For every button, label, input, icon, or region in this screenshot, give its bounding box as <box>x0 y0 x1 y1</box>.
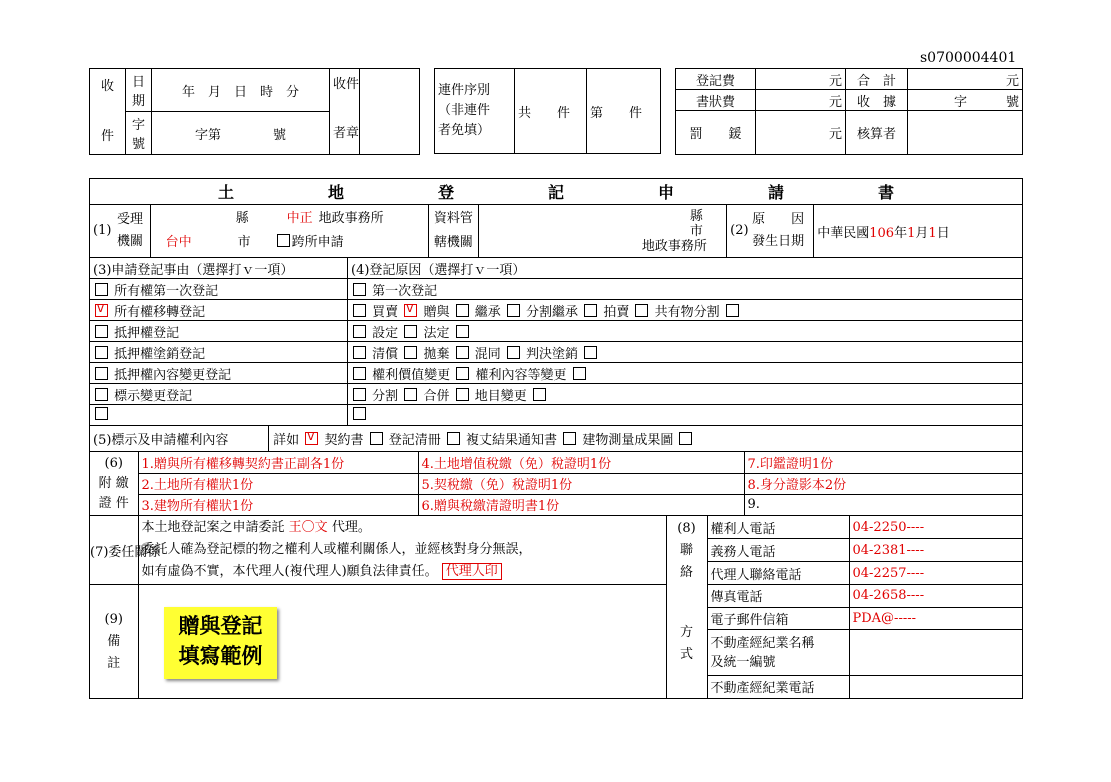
attachments-label: (6) 附 繳 證 件 <box>90 452 138 515</box>
reason-row[interactable]: 買賣 v 贈與 繼承 分割繼承 拍賣 共有物分割 <box>348 300 1023 321</box>
num-fields[interactable]: 字第 號 <box>152 112 330 155</box>
contact-field-label: 代理人聯絡電話 <box>707 562 849 585</box>
receiver-stamp-field[interactable] <box>360 69 420 155</box>
fine-label: 罰 鍰 <box>676 111 756 155</box>
attachment-item[interactable]: 9. <box>744 494 1023 515</box>
linked-label: 連件序別 （非連件 者免填） <box>435 69 515 154</box>
deed-fee-label: 書狀費 <box>676 90 756 111</box>
checker-value[interactable] <box>908 111 1023 155</box>
item-row[interactable]: 抵押權登記 <box>90 321 348 342</box>
item-row[interactable]: 抵押權塗銷登記 <box>90 342 348 363</box>
date-label-cell: 日 期 <box>126 69 152 112</box>
reason-row[interactable]: 權利價值變更 權利內容等變更 <box>348 363 1023 384</box>
attachments-row <box>90 452 1023 516</box>
data-office-label: 資料管 轄機關 <box>428 205 478 257</box>
item-row[interactable]: v 所有權移轉登記 <box>90 300 348 321</box>
reason-checkbox[interactable] <box>353 283 366 296</box>
reason-row[interactable]: 第一次登記 <box>348 279 1023 300</box>
remarks-label: (9) 備 註 <box>90 585 138 698</box>
contact-field-value[interactable]: PDA@----- <box>849 607 1023 630</box>
contact-field-value[interactable] <box>849 630 1023 675</box>
form-title: 土 地 登 記 申 請 書 <box>90 179 1023 205</box>
received-label-cell: 收 件 <box>90 69 126 155</box>
reason-checkbox-checked[interactable] <box>404 304 417 317</box>
contact-field-value[interactable]: 04-2250---- <box>849 516 1023 539</box>
receiver-label: 收件 者章 <box>330 69 360 155</box>
contact-field-value[interactable]: 04-2381---- <box>849 539 1023 562</box>
cause-date-label: (2) 原 因 發生日期 <box>727 205 814 257</box>
total-label: 合 計 <box>846 69 908 90</box>
item-row[interactable]: 抵押權內容變更登記 <box>90 363 348 384</box>
attachment-item[interactable]: 8.身分證影本2份 <box>744 473 1023 494</box>
cause-date-value[interactable]: 中華民國106年1月1日 <box>817 225 950 241</box>
attachment-item[interactable]: 7.印鑑證明1份 <box>744 452 1023 473</box>
item-row[interactable]: 所有權第一次登記 <box>90 279 348 300</box>
fees-table <box>675 68 1023 155</box>
attachment-item[interactable]: 5.契稅繳（免）稅證明1份 <box>418 473 744 494</box>
reason-row[interactable]: 設定 法定 <box>348 321 1023 342</box>
linked-total[interactable]: 共 件 <box>515 69 587 154</box>
contact-label: (8) 聯 絡 方 式 <box>666 516 707 698</box>
contact-field-label: 傳真電話 <box>707 585 849 608</box>
delegation-label: (7)委任關係 <box>90 516 138 585</box>
contact-field-value[interactable]: 04-2658---- <box>849 585 1023 608</box>
contact-field-value[interactable]: 04-2257---- <box>849 562 1023 585</box>
contact-field-label: 不動產經紀業名稱 及統一編號 <box>707 630 849 675</box>
checker-label: 核算者 <box>846 111 908 155</box>
num-label-cell: 字 號 <box>126 112 152 155</box>
reason-row[interactable]: 分割 合併 地目變更 <box>348 384 1023 405</box>
total-value[interactable]: 元 <box>908 69 1023 90</box>
linked-table <box>434 68 661 154</box>
attachments-table <box>90 452 1023 515</box>
office-fields[interactable]: 縣 中正 地政事務所 台中 市 跨所申請 <box>150 205 428 257</box>
item-checkbox[interactable] <box>95 283 108 296</box>
item-row[interactable]: 標示變更登記 <box>90 384 348 405</box>
contact-field-label: 電子郵件信箱 <box>707 607 849 630</box>
cross-office-checkbox[interactable] <box>277 234 290 247</box>
deed-fee-value[interactable]: 元 <box>756 90 846 111</box>
attachment-item[interactable]: 3.建物所有權狀1份 <box>138 494 418 515</box>
item-checkbox-checked[interactable] <box>95 304 108 317</box>
item-row[interactable] <box>90 405 348 426</box>
contact-field-value[interactable] <box>849 675 1023 698</box>
attachment-item[interactable]: 2.土地所有權狀1份 <box>138 473 418 494</box>
date-fields[interactable]: 年 月 日 時 分 <box>152 69 330 112</box>
contact-field-label: 不動產經紀業電話 <box>707 675 849 698</box>
office-row <box>90 205 1023 258</box>
reason-row[interactable]: 清償 拋棄 混同 判決塗銷 <box>348 342 1023 363</box>
form-code: s0700004401 <box>920 50 1017 66</box>
reg-fee-value[interactable]: 元 <box>756 69 846 90</box>
building-survey-checkbox[interactable] <box>563 432 576 445</box>
receipt-table <box>89 68 420 155</box>
attachment-item[interactable]: 6.贈與稅繳清證明書1份 <box>418 494 744 515</box>
fine-value[interactable]: 元 <box>756 111 846 155</box>
register-list-checkbox[interactable] <box>370 432 383 445</box>
sticky-note: 贈與登記 填寫範例 <box>164 607 277 679</box>
contract-checkbox[interactable] <box>305 432 318 445</box>
contact-field-label: 義務人電話 <box>707 539 849 562</box>
data-office-fields[interactable]: 縣 市 地政事務所 <box>478 205 726 257</box>
survey-notice-checkbox[interactable] <box>447 432 460 445</box>
agent-stamp: 代理人印 <box>442 563 502 580</box>
delegation-text: 本土地登記案之申請委託 王〇文 代理。 委託人確為登記標的物之權利人或權利關係人，並經核對身分無誤， 如有虛偽不實，本代理人(複代理人)願負法律責任。 代理人印 <box>138 516 666 585</box>
linked-nth[interactable]: 第 件 <box>587 69 661 154</box>
office-inner <box>90 205 1022 257</box>
attachment-item[interactable]: 1.贈與所有權移轉契約書正副各1份 <box>138 452 418 473</box>
attachment-item[interactable]: 4.土地增值稅繳（免）稅證明1份 <box>418 452 744 473</box>
reasons-header: (4)登記原因（選擇打ｖ一項） <box>348 258 1023 279</box>
receipt-value[interactable]: 字 號 <box>908 90 1023 111</box>
marking-row: (5)標示及申請權利內容 詳如 v 契約書 登記清冊 複丈結果通知書 建物測量成果圖 <box>90 426 1023 452</box>
reg-fee-label: 登記費 <box>676 69 756 90</box>
reason-row[interactable] <box>348 405 1023 426</box>
office-label: (1) 受理 機關 <box>90 205 150 257</box>
contact-field-label: 權利人電話 <box>707 516 849 539</box>
receipt-label: 收 據 <box>846 90 908 111</box>
items-header: (3)申請登記事由（選擇打ｖ一項） <box>90 258 348 279</box>
